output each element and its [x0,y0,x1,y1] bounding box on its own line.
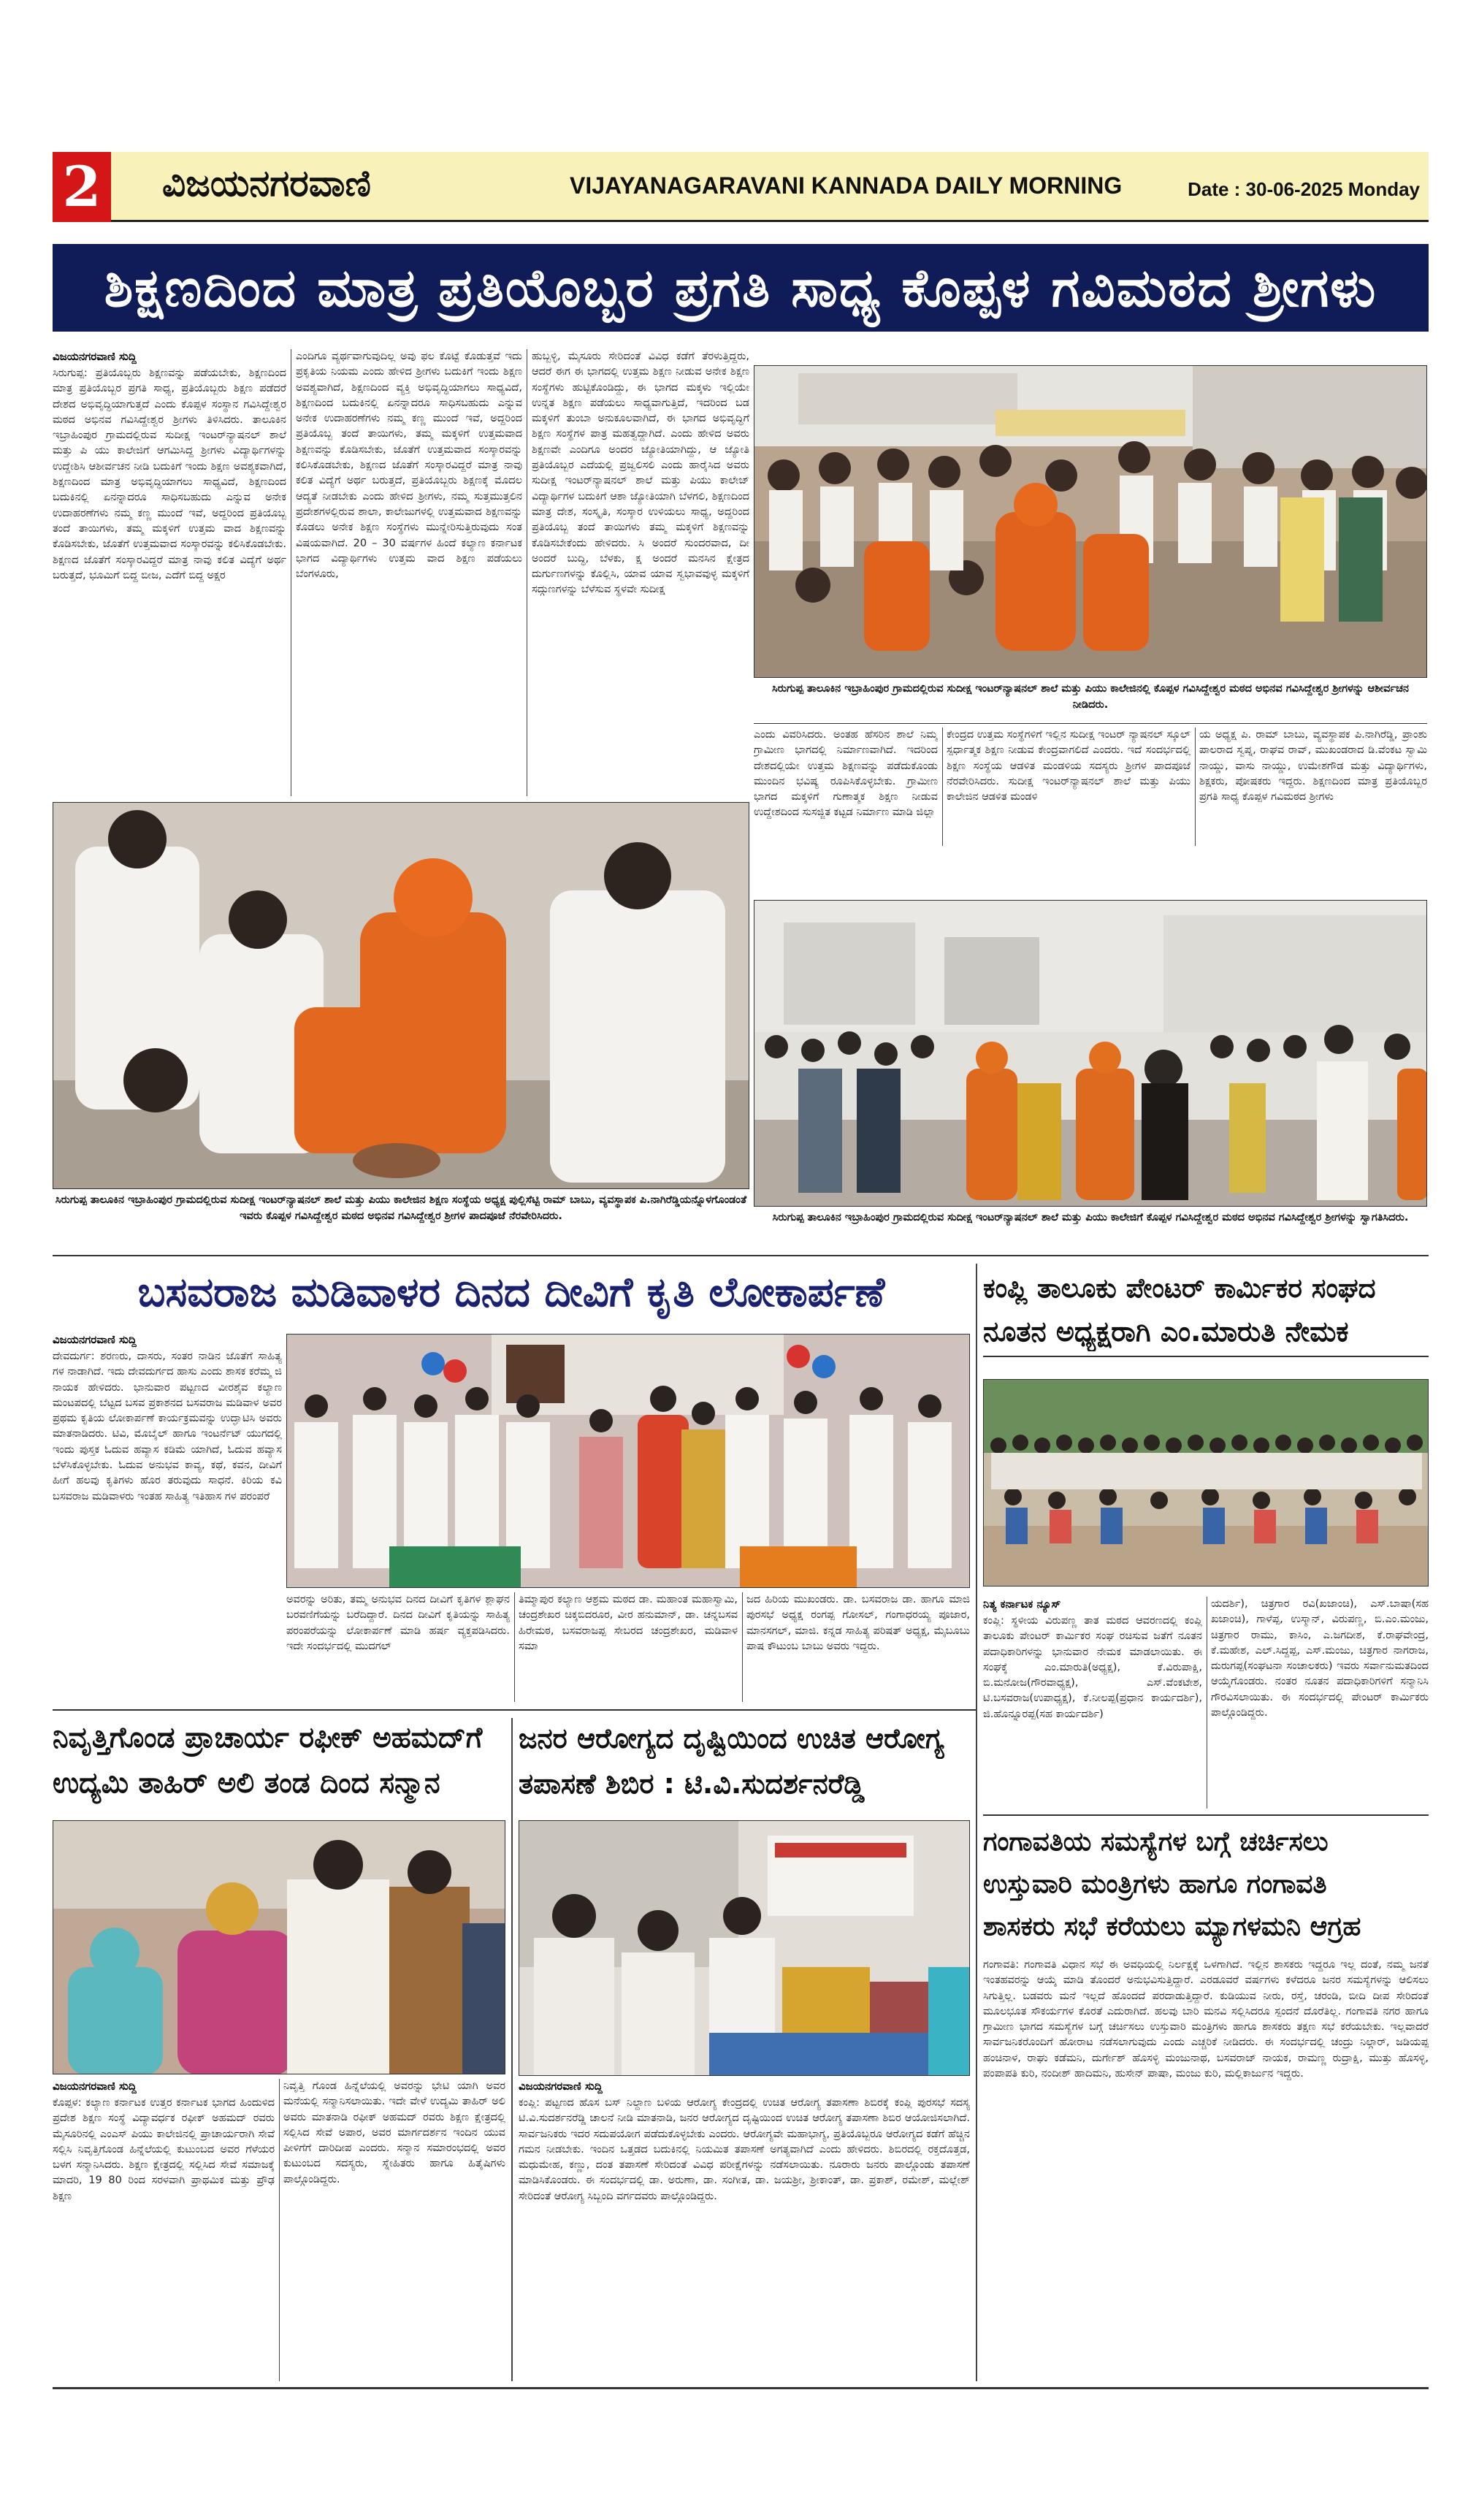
basavaraj-column-2 [286,1592,510,1702]
gangavati-headline-line1: ಗಂಗಾವತಿಯ ಸಮಸ್ಯೆಗಳ ಬಗ್ಗೆ ಚರ್ಚಿಸಲು [983,1827,1329,1857]
rafiq-headline-line2: ಉದ್ಯಮಿ ತಾಹಿರ್ ಅಲಿ ತಂಡ ದಿಂದ ಸನ್ಮಾನ [53,1767,440,1800]
health-dateline: ವಿಜಯನಗರವಾಣಿ ಸುದ್ದಿ [519,2080,603,2093]
column-rule [514,1592,515,1702]
rafiq-headline-line1: ನಿವೃತ್ತಿಗೊಂಡ ಪ್ರಾಚಾರ್ಯ ರಫೀಕ್ ಅಹಮದ್‌ಗೆ [53,1722,483,1755]
basavaraj-col1-text: ದೇವದುರ್ಗ: ಶರಣರು, ದಾಸರು, ಸಂತರ ನಾಡಿನ ಜೊತೆಗೆ ಸಾಹಿತ್ಯ ಗಳ ನಾಡಾಗಿದೆ. ಇದು ದೇವದುರ್ಗದ ಹಾಸು ಎಂದು ಶಾಸಕ ಕರೆಮ್ಮ ಜಿ ನಾಯಕ ಹೇಳಿದರು. ಭಾನುವಾರ ಪಟ್ಟಣದ ವೀರಶೈವ ಕಲ್ಯಾಣ ಮಂಟಪದಲ್ಲಿ ಬೆಟ್ಟದ ಬಸವ ಪ್ರಕಾಶನದ ಬಸವರಾಜ ಮಡಿವಾಳ ಅವರ ಪ್ರಥಮ ಕೃತಿಯ ಲೋಕಾರ್ಪಣೆ ಕಾರ್ಯಕ್ರಮವನ್ನು ಉದ್ಘಾಟಿಸಿ ಅವರು ಮಾತನಾಡಿದರು. ಟಿವಿ, ಮೊಬೈಲ್ ಹಾಗೂ ಇಂಟರ್ನೆಟ್ ಯುಗದಲ್ಲಿ ಇಂದು ಪುಸ್ತಕ ಓದುವ ಹವ್ಯಾಸ ಕಡಿಮೆ ಯಾಗಿದೆ, ಓದುವ ಹವ್ಯಾಸ ಬೆಳೆಸಿಕೊಳ್ಳಬೇಕು. ಓದುವ ಅನುಭವ ಕಾವ್ಯ, ಕಥೆ, ಕವನ, ದೀವಿಗೆ ಹೀಗೆ ಹಲವು ಕೃತಿಗಳು ಹೊರ ತರುವುದು ಸಾಧನೆ. ಕಿರಿಯ ಕವಿ ಬಸವರಾಜ ಮಡಿವಾಳರು ಇಂತಹ ಸಾಹಿತ್ಯ ಇತಿಹಾಸ ಗಳ ಪರಂಪರೆ [53,1351,282,1503]
basavaraj-column-3 [519,1592,738,1702]
rafiq-col2-text: ನಿವೃತ್ತಿ ಗೊಂಡ ಹಿನ್ನೆಲೆಯಲ್ಲಿ ಅವರನ್ನು ಭೇಟಿ ಯಾಗಿ ಅವರ ಮನೆಯಲ್ಲಿ ಸನ್ಮಾನಿಸಲಾಯಿತು. ಇದೇ ವೇಳೆ ಉದ್ಯಮಿ ತಾಹಿರ್ ಅಲಿ ಅವರು ಮಾತನಾಡಿ ರಫೀಕ್ ಅಹಮದ್ ರವರು ಶಿಕ್ಷಣ ಕ್ಷೇತ್ರದಲ್ಲಿ ಸಲ್ಲಿಸಿದ ಸೇವೆ ಅಪಾರ, ಅವರ ಮಾರ್ಗದರ್ಶನ ಇಂದಿನ ಯುವ ಪೀಳಿಗೆಗೆ ದಾರಿದೀಪ ಎಂದರು. ಸನ್ಮಾನ ಸಮಾರಂಭದಲ್ಲಿ ಅವರ ಕುಟುಂಬದ ಸದಸ್ಯರು, ಸ್ನೇಹಿತರು ಹಾಗೂ ಹಿತೈಷಿಗಳು ಪಾಲ್ಗೊಂಡಿದ್ದರು. [283,2080,505,2185]
lead-col4-text: ಎಂದು ವಿವರಿಸಿದರು. ಅಂತಹ ಹೆಸರಿನ ಶಾಲೆ ನಿಮ್ಮ ಗ್ರಾಮೀಣ ಭಾಗದಲ್ಲಿ ನಿರ್ಮಾಣವಾಗಿದೆ. ಇದರಿಂದ ದೇಶದಲ್ಲಿಯೇ ಉತ್ತಮ ಶಿಕ್ಷಣವನ್ನು ಪಡೆದುಕೊಂಡು ಮುಂದಿನ ಭವಿಷ್ಯ ರೂಪಿಸಿಕೊಳ್ಳಬೇಕು. ಗ್ರಾಮೀಣ ಭಾಗದ ಮಕ್ಕಳಿಗೆ ಗುಣಾತ್ಮಕ ಶಿಕ್ಷಣ ನೀಡುವ ಉದ್ದೇಶದಿಂದ ಸುಸಜ್ಜಿತ ಕಟ್ಟಡ ನಿರ್ಮಾಣ ಮಾಡಿ ಜಿಲ್ಲಾ [754,729,938,819]
lead-column-4 [754,728,938,846]
photo-painter-union [983,1379,1429,1587]
photo-pada-pooja [53,802,749,1189]
photo-pada-pooja-caption: ಸಿರುಗುಪ್ಪ ತಾಲೂಕಿನ ಇಬ್ರಾಹಿಂಪುರ ಗ್ರಾಮದಲ್ಲಿರುವ ಸುದೀಕ್ಷ ಇಂಟರ್‌ನ್ಯಾಷನಲ್ ಶಾಲೆ ಮತ್ತು ಪಿಯು ಕಾಲೇಜಿನ ಶಿಕ್ಷಣ ಸಂಸ್ಥೆಯ ಅಧ್ಯಕ್ಷ ಪುಲ್ಲಿಸೆಟ್ಟಿ ರಾಮ್ ಬಾಬು, ವ್ಯವಸ್ಥಾಪಕ ಪಿ.ನಾಗಿರೆಡ್ಡಿಯನ್ನೊಳಗೊಂಡಂತೆ ಇವರು ಕೊಪ್ಪಳ ಗವಿಸಿದ್ದೇಶ್ವರ ಮಠದ ಅಭಿನವ ಗವಿಸಿದ್ದೇಶ್ವರ ಶ್ರೀಗಳ ಪಾದಪೂಜೆ ನೆರವೇರಿಸಿದರು. [55,1194,747,1222]
lead-col3-text: ಹುಬ್ಬಳ್ಳಿ, ಮೈಸೂರು ಸೇರಿದಂತೆ ವಿವಿಧ ಕಡೆಗೆ ತೆರಳುತ್ತಿದ್ದರು, ಆದರೆ ಈಗ ಈ ಭಾಗದಲ್ಲಿ ಉತ್ತಮ ಶಿಕ್ಷಣ ನೀಡುವ ಅನೇಕ ಶಿಕ್ಷಣ ಸಂಸ್ಥೆಗಳು ಹುಟ್ಟಿಕೊಂಡಿದ್ದು, ಈ ಭಾಗದ ಮಕ್ಕಳು ಇಲ್ಲಿಯೇ ಉನ್ನತ ಶಿಕ್ಷಣ ಪಡೆಯಲು ಸಾಧ್ಯವಾಗುತ್ತಿದೆ, ಇದರಿಂದ ಬಡ ಮಕ್ಕಳಿಗೆ ತುಂಬಾ ಅನುಕೂಲವಾಗಿದೆ, ಈ ಭಾಗದ ಅಭಿವೃದ್ಧಿಗೆ ಶಿಕ್ಷಣ ಸಂಸ್ಥೆಗಳ ಪಾತ್ರ ಮಹತ್ವದ್ದಾಗಿದೆ. ಎಂದು ಹೇಳಿದ ಅವರು ಶಿಕ್ಷಣವೇ ಎಂದಿಗೂ ಅಂದರ ಜ್ಯೋತಿಯಾಗಿದ್ದು, ಆ ಜ್ಯೋತಿ ಪ್ರತಿಯೊಬ್ಬರ ಎದೆಯಲ್ಲಿ ಪ್ರಜ್ವಲಿಸಲಿ ಎಂದು ಹಾರೈಸಿದ ಅವರು ಸುದೀಕ್ಷ ಇಂಟರ್‌ನ್ಯಾಷನಲ್ ಶಾಲೆ ಮತ್ತು ಪಿಯು ಕಾಲೇಜ್ ವಿದ್ಯಾರ್ಥಿಗಳ ಬದುಕಿಗೆ ಆಶಾ ಜ್ಯೋತಿಯಾಗಿ ಬೆಳಗಲಿ, ಶಿಕ್ಷಣದಿಂದ ಮಾತ್ರ ದೇಶ, ಸಂಸ್ಕೃತಿ, ಸಂಸ್ಕಾರ ಉಳಿಯಲು ಸಾಧ್ಯ, ಅದ್ದರಿಂದ ಪ್ರತಿಯೊಬ್ಬ ತಂದೆ ತಾಯಿಗಳು ತಮ್ಮ ಮಕ್ಕಳಿಗೆ ಶಿಕ್ಷಣವನ್ನು ಕೊಡಿಸಬೇಕೆಂದು ಹೇಳಿದರು. ಸಿ ಅಂದರೆ ಸುಂದರವಾದ, ದೀ ಅಂದರೆ ಬುದ್ಧಿ, ಬೆಳಕು, ಕ್ಷ ಅಂದರೆ ಮನಸಿನ ಕ್ಷೇತ್ರದ ದುರ್ಗುಣಗಳನ್ನು ಕೊಲ್ಲಿಸಿ, ಯಾವ ಯಾವ ಸ್ವಭಾವವುಳ್ಳ ಮಕ್ಕಳಿಗೆ ಸದ್ಗುಣಗಳನ್ನು ಬೆಳೆಸುವ ಸ್ಥಳವೇ ಸುದೀಕ್ಷ [532,351,749,596]
column-rule [279,2079,280,2381]
photo-rafiq-felicitation [53,1820,505,2074]
basavaraj-dateline: ವಿಜಯನಗರವಾಣಿ ಸುದ್ದಿ [53,1333,137,1346]
section-rule [983,1356,1429,1357]
rafiq-dateline: ವಿಜಯನಗರವಾಣಿ ಸುದ್ದಿ [53,2080,137,2093]
rafiq-column-2 [283,2079,505,2381]
photo-book-release [286,1334,970,1588]
lead-col2-text: ಎಂದಿಗೂ ವ್ಯರ್ಥವಾಗುವುದಿಲ್ಲ ಅವು ಫಲ ಕೊಟ್ಟೆ ಕೊಡುತ್ತವೆ ಇದು ಪ್ರಕೃತಿಯ ನಿಯಮ ಎಂದು ಹೇಳಿದ ಶ್ರೀಗಳು ಬದುಕಿಗೆ ಇಂದು ಶಿಕ್ಷಣ ಅವಶ್ಯವಾಗಿದೆ, ಶಿಕ್ಷಣದಿಂದ ವ್ಯಕ್ತಿ ಅಭಿವೃದ್ಧಿಯಾಗಲು ಸಾಧ್ಯವಿದೆ, ಶಿಕ್ಷಣದಿಂದ ಬದುಕಿನಲ್ಲಿ ಏನನ್ನಾದರೂ ಸಾಧಿಸಬಹುದು ಎನ್ನುವ ಅನೇಕ ಉದಾಹರಣೆಗಳು ನಮ್ಮ ಕಣ್ಣ ಮುಂದೆ ಇವೆ, ಅದ್ದರಿಂದ ಪ್ರತಿಯೊಬ್ಬ ತಂದೆ ತಾಯಿಗಳು, ತಮ್ಮ ಮಕ್ಕಳಿಗೆ ಉತ್ತಮವಾದ ಶಿಕ್ಷಣವನ್ನು ಕೊಡಿಸಬೇಕು, ಜೊತೆಗೆ ಉತ್ತಮವಾದ ಸಂಸ್ಕಾರವನ್ನು ಕಲಿಸಿಕೊಡಬೇಕು, ಶಿಕ್ಷಣದ ಜೊತೆಗೆ ಸಂಸ್ಕಾರವಿದ್ದರೆ ಮಾತ್ರ ನಾವು ಕಲಿತ ವಿದ್ಯೆಗೆ ಅರ್ಥ ಬರುತ್ತದೆ, ಪ್ರತಿಯೊಬ್ಬರು ಶಿಕ್ಷಣಕ್ಕೆ ಮೊದಲ ಆದ್ಯತೆ ನೀಡಬೇಕು ಎಂದು ಹೇಳಿದ ಶ್ರೀಗಳು, ನಮ್ಮ ಸುತ್ತಮುತ್ತಲಿನ ಪ್ರದೇಶಗಳಲ್ಲಿರುವ ಶಾಲಾ, ಕಾಲೇಜುಗಳಲ್ಲಿ ಉತ್ತಮವಾದ ಶಿಕ್ಷಣವನ್ನು ಕೊಡಲು ಅನೇಕ ಶಿಕ್ಷಣ ಸಂಸ್ಥೆಗಳು ಮುನ್ನೇರಿಸುತ್ತಿರುವುದು ಸಂತ ವಿಷಯವಾಗಿದೆ. 20 – 30 ವರ್ಷಗಳ ಹಿಂದೆ ಕಲ್ಯಾಣ ಕರ್ನಾಟಕ ಭಾಗದ ವಿದ್ಯಾರ್ಥಿಗಳು ಉತ್ತಮ ವಾದ ಶಿಕ್ಷಣ ಪಡೆಯಲು ಬೆಂಗಳೂರು, [296,351,522,581]
gangavati-body-text: ಗಂಗಾವತಿ: ಗಂಗಾವತಿ ವಿಧಾನ ಸಭೆ ಈ ಅವಧಿಯಲ್ಲಿ ನಿರ್ಲಕ್ಷಕ್ಕೆ ಒಳಗಾಗಿದೆ. ಇಲ್ಲಿನ ಶಾಸಕರು ಇದ್ದರೂ ಇಲ್ಲ ದಂತೆ, ನಮ್ಮ ಜನತೆ ಇಂತಹವರನ್ನು ಆಯ್ಕೆ ಮಾಡಿ ತೊಂದರೆ ಅನುಭವಿಸುತ್ತಿದ್ದಾರೆ. ಎರಡೂವರೆ ವರ್ಷಗಳು ಕಳೆದರೂ ಜನರ ಸಮಸ್ಯೆಗಳನ್ನು ಆಲಿಸಲು ಸಿಗುತ್ತಿಲ್ಲ. ಬಡವರು ಮನೆ ಇಲ್ಲದೆ ಹೊಂದದೆ ಪರದಾಡುತ್ತಿದ್ದಾರೆ. ಕುಡಿಯುವ ನೀರು, ರಸ್ತೆ, ಚರಂಡಿ, ಬೀದಿ ದೀಪ ಸೇರಿದಂತೆ ಮೂಲಭೂತ ಸೌಕರ್ಯಗಳ ಕೊರತೆ ಎದುರಾಗಿದೆ. ಹಲವು ಬಾರಿ ಮನವಿ ಸಲ್ಲಿಸಿದರೂ ಸ್ಪಂದನೆ ದೊರೆತಿಲ್ಲ. ಗಂಗಾವತಿ ನಗರ ಹಾಗೂ ಗ್ರಾಮೀಣ ಭಾಗದ ಸಮಸ್ಯೆಗಳ ಬಗ್ಗೆ ಚರ್ಚಿಸಲು ಉಸ್ತುವಾರಿ ಮಂತ್ರಿಗಳು ಹಾಗೂ ಶಾಸಕರು ತಕ್ಷಣ ಸಭೆ ಕರೆಯಬೇಕು. ಇಲ್ಲವಾದರೆ ಸಾರ್ವಜನಿಕರೊಂದಿಗೆ ಹೋರಾಟ ನಡೆಸಲಾಗುವುದು ಎಂದು ಎಚ್ಚರಿಕೆ ನೀಡಿದರು. ಈ ಸಂದರ್ಭದಲ್ಲಿ ಚಂದ್ರು ನಿಲ್ಗಾರ್, ಜಡಿಯಪ್ಪ ಹಂಚಿನಾಳ, ರಾಘು ಕಡೆಮನಿ, ದುರ್ಗೇಶ್ ಹೊಸಳ್ಳಿ ಮಂಜುನಾಥ, ಬಸವರಾಜ್ ನಾಯಕ, ರಾಮಣ್ಣ ರುದ್ರಾಕ್ಷಿ, ಮುತ್ತು ಹೊಸಳ್ಳಿ, ಪಂಪಾಪತಿ ಕುರಿ, ನಂದೀಶ್ ಹಾದಿಮನಿ, ಹುಸೇನ್ ಪಾಷಾ, ಮಂಜು ಕುರಿ, ಮಲ್ಲಿಕಾರ್ಜುನ ಇದ್ದರು. [983,1959,1429,2080]
health-headline-line1: ಜನರ ಆರೋಗ್ಯದ ದೃಷ್ಟಿಯಿಂದ ಉಚಿತ ಆರೋಗ್ಯ [519,1722,944,1755]
lead-dateline: ವಿಜಯನಗರವಾಣಿ ಸುದ್ದಿ [53,350,137,363]
page-bottom-rule [53,2387,1429,2389]
lead-column-2 [296,349,522,796]
gangavati-headline-line2: ಉಸ್ತುವಾರಿ ಮಂತ್ರಿಗಳು ಹಾಗೂ ಗಂಗಾವತಿ [983,1869,1327,1899]
basavaraj-col3-text: ತಿಮ್ಮಾಪುರ ಕಲ್ಯಾಣ ಆಶ್ರಮ ಮಠದ ಡಾ. ಮಹಾಂತ ಮಹಾಸ್ವಾಮಿ, ಚಂದ್ರಶೇಖರ ಚಿಕ್ಕಬಿದರೂರ, ವೀರ ಹನುಮಾನ್, ಡಾ. ಚನ್ನಬಸವ ಹಿರೇಮಠ, ಬಸವರಾಜಪ್ಪ ಸೇಬರದ ಚಂದ್ರಶೇಖರ, ಮಡಿವಾಳ ಸಮಾ [519,1594,738,1652]
basavaraj-col2-text: ಅವರನ್ನು ಅರಿತು, ತಮ್ಮ ಅನುಭವ ದಿನದ ದೀವಿಗೆ ಕೃತಿಗಳ ಶ್ಲಾಘನ ಬರವಣಿಗೆಯನ್ನು ಬರೆದಿದ್ದಾರೆ. ದಿನದ ದೀವಿಗೆ ಕೃತಿಯನ್ನು ಸಾಹಿತ್ಯ ಪರಂಪರೆಯನ್ನು ಲೋಕಾರ್ಪಣೆ ಮಾಡಿ ಹರ್ಷ ವ್ಯಕ್ತಪಡಿಸಿದರು. ಇದೇ ಸಂದರ್ಭದಲ್ಲಿ ಮುದಗಲ್ [286,1594,510,1652]
column-rule [742,1592,743,1702]
kampli-column-2 [1211,1597,1429,1809]
basavaraj-headline: ಬಸವರಾಜ ಮಡಿವಾಳರ ದಿನದ ದೀವಿಗೆ ಕೃತಿ ಲೋಕಾರ್ಪಣೆ [137,1269,885,1316]
photo-swami-blessing [754,365,1427,678]
gangavati-column [983,1958,1429,2381]
masthead [53,152,1429,222]
basavaraj-column-4 [746,1592,970,1702]
lead-column-6 [1199,728,1427,846]
health-column [519,2079,970,2381]
kampli-headline-line2: ನೂತನ ಅಧ್ಯಕ್ಷರಾಗಿ ಎಂ.ಮಾರುತಿ ನೇಮಕ [983,1316,1349,1348]
health-body-text: ಕಂಪ್ಲಿ: ಪಟ್ಟಣದ ಹೊಸ ಬಸ್ ನಿಲ್ದಾಣ ಬಳಿಯ ಆರೋಗ್ಯ ಕೇಂದ್ರದಲ್ಲಿ ಉಚಿತ ಆರೋಗ್ಯ ತಪಾಸಣಾ ಶಿಬಿರಕ್ಕೆ ಕಂಪ್ಲಿ ಪುರಸಭೆ ಸದಸ್ಯ ಟಿ.ವಿ.ಸುದರ್ಶನರೆಡ್ಡಿ ಚಾಲನೆ ನೀಡಿ ಮಾತನಾಡಿ, ಜನರ ಆರೋಗ್ಯದ ದೃಷ್ಟಿಯಿಂದ ಉಚಿತ ಆರೋಗ್ಯ ತಪಾಸಣಾ ಶಿಬಿರ ಆಯೋಜಿಸಲಾಗಿದೆ. ಸಾರ್ವಜನಿಕರು ಇದರ ಸದುಪಯೋಗ ಪಡೆದುಕೊಳ್ಳಬೇಕು ಎಂದರು. ಆರೋಗ್ಯವೇ ಮಹಾಭಾಗ್ಯ, ಪ್ರತಿಯೊಬ್ಬರೂ ಆರೋಗ್ಯದ ಕಡೆಗೆ ಹೆಚ್ಚಿನ ಗಮನ ನೀಡಬೇಕು. ಇಂದಿನ ಒತ್ತಡದ ಬದುಕಿನಲ್ಲಿ ನಿಯಮಿತ ತಪಾಸಣೆ ಅಗತ್ಯವಾಗಿದೆ ಎಂದು ಹೇಳಿದರು. ಶಿಬಿರದಲ್ಲಿ ರಕ್ತದೊತ್ತಡ, ಮಧುಮೇಹ, ಕಣ್ಣು, ದಂತ ತಪಾಸಣೆ ಸೇರಿದಂತೆ ವಿವಿಧ ಪರೀಕ್ಷೆಗಳನ್ನು ನಡೆಸಲಾಯಿತು. ನೂರಾರು ಜನರು ಪಾಲ್ಗೊಂಡು ತಪಾಸಣೆ ಮಾಡಿಸಿಕೊಂಡರು. ಈ ಸಂದರ್ಭದಲ್ಲಿ ಡಾ. ಅರುಣಾ, ಡಾ. ಸಂಗೀತ, ಡಾ. ಜಯಶ್ರೀ, ಶ್ರೀಕಾಂತ್, ಡಾ. ಪ್ರಕಾಶ್, ರಮೇಶ್, ಮಲ್ಲೇಶ್ ಸೇರಿದಂತೆ ಆರೋಗ್ಯ ಸಿಬ್ಬಂದಿ ವರ್ಗದವರು ಪಾಲ್ಗೊಂಡಿದ್ದರು. [519,2097,970,2202]
lead-column-3 [532,349,749,796]
lead-col5-text: ಕೇಂದ್ರದ ಉತ್ತಮ ಸಂಸ್ಥೆಗಳಿಗೆ ಇಲ್ಲಿನ ಸುದೀಕ್ಷ ಇಂಟರ್ ನ್ಯಾಷನಲ್ ಸ್ಕೂಲ್ ಸ್ಪರ್ಧಾತ್ಮಕ ಶಿಕ್ಷಣ ನೀಡುವ ಕೇಂದ್ರವಾಗಲಿದೆ ಎಂದರು. ಇದೆ ಸಂದರ್ಭದಲ್ಲಿ ಶಿಕ್ಷಣ ಸಂಸ್ಥೆಯ ಆಡಳಿತ ಮಂಡಳಿಯ ಸದಸ್ಯರು ಶ್ರೀಗಳ ಪಾದಪೂಜೆ ನೆರವೇರಿಸಿದರು. ಸುದೀಕ್ಷ ಇಂಟರ್‌ನ್ಯಾಷನಲ್ ಶಾಲೆ ಮತ್ತು ಪಿಯು ಕಾಲೇಜಿನ ಆಡಳಿತ ಮಂಡಳಿ [947,729,1191,803]
lead-headline-banner [53,244,1429,332]
paper-title-kannada: ವಿಜಯನಗರವಾಣಿ [162,162,371,205]
basavaraj-column-1 [53,1332,282,1702]
photo-welcome-procession [754,900,1427,1207]
rafiq-col1-text: ಕೊಪ್ಪಳ: ಕಲ್ಯಾಣ ಕರ್ನಾಟಕ ಉತ್ತರ ಕರ್ನಾಟಕ ಭಾಗದ ಹಿಂದುಳಿದ ಪ್ರದೇಶ ಶಿಕ್ಷಣ ಸಂಸ್ಥೆ ವಿದ್ಯಾವರ್ಧಕ ರಫೀಕ್ ಅಹಮದ್ ರವರು ಮೈಸೂರಿನಲ್ಲಿ ಎಂಎಸ್ ಪಿಯು ಕಾಲೇಜಿನಲ್ಲಿ ಪ್ರಾಚಾರ್ಯರಾಗಿ ಸೇವೆ ಸಲ್ಲಿಸಿ ನಿವೃತ್ತಿಗೊಂಡ ಹಿನ್ನೆಲೆಯಲ್ಲಿ ಕುಟುಂಬದ ಅವರ ಗೆಳೆಯರ ಬಳಗ ಸನ್ಮಾನಿಸಿದರು. ಶಿಕ್ಷಣ ಕ್ಷೇತ್ರದಲ್ಲಿ ಸಲ್ಲಿಸಿದ ಸೇವೆ ಸಮಾಜಕ್ಕೆ ಮಾದರಿ, 19 80 ರಿಂದ ಸರಳವಾಗಿ ಪ್ರಾಥಮಿಕ ಮತ್ತು ಪ್ರೌಢ ಶಿಕ್ಷಣ [53,2097,275,2202]
column-rule [942,728,943,846]
lead-col6-text: ಯ ಅಧ್ಯಕ್ಷ ಪಿ. ರಾಮ್ ಬಾಬು, ವ್ಯವಸ್ಥಾಪಕ ಪಿ.ನಾಗಿರೆಡ್ಡಿ, ಪ್ರಾಂಶು ಪಾಲರಾದ ಸ್ವಪ್ನ, ರಾಘವ ರಾವ್, ಮುಖಂಡರಾದ ಡಿ.ವೆಂಕಟ ಸ್ವಾಮಿ ನಾಯ್ಡು, ವಾಸು ನಾಯ್ಡು, ಉಮೇಶಗೌಡ ಮತ್ತು ವಿದ್ಯಾರ್ಥಿಗಳು, ಶಿಕ್ಷಕರು, ಪೋಷಕರು ಇದ್ದರು. ಶಿಕ್ಷಣದಿಂದ ಮಾತ್ರ ಪ್ರತಿಯೊಬ್ಬರ ಪ್ರಗತಿ ಸಾಧ್ಯ ಕೊಪ್ಪಳ ಗವಿಮಠದ ಶ್ರೀಗಳು [1199,729,1427,803]
kampli-col1-text: ಕಂಪ್ಲಿ: ಸ್ಥಳೀಯ ವಿರುಪಣ್ಣ ತಾತ ಮಠದ ಆವರಣದಲ್ಲಿ ಕಂಪ್ಲಿ ತಾಲೂಕು ಪೇಂಟರ್ ಕಾರ್ಮಿಕರ ಸಂಘ ರಚಿಸುವ ಜತೆಗೆ ನೂತನ ಪದಾಧಿಕಾರಿಗಳನ್ನು ಭಾನುವಾರ ನೇಮಕ ಮಾಡಲಾಯಿತು. ಈ ಸಂಘಕ್ಕೆ ಎಂ.ಮಾರುತಿ(ಅಧ್ಯಕ್ಷ), ಕೆ.ವಿರುಪಾಕ್ಷಿ, ಬಿ.ಮನೋಜ(ಗೌರವಾಧ್ಯಕ್ಷ), ಎಸ್.ವೆಂಕಟೇಶ, ಟಿ.ಬಸವರಾಜ(ಉಪಾಧ್ಯಕ್ಷ), ಕೆ.ನೀಲಪ್ಪ(ಪ್ರಧಾನ ಕಾರ್ಯದರ್ಶಿ), ಜಿ.ಹೊನ್ನೂರಪ್ಪ(ಸಹ ಕಾರ್ಯದರ್ಶಿ) [983,1615,1202,1720]
section-rule [983,1814,1429,1816]
lead-column-5 [947,728,1191,846]
rafiq-column-1 [53,2079,275,2381]
section-rule [53,1709,976,1711]
column-rule-major [511,1718,513,2381]
kampli-col2-text: ಯದರ್ಶಿ), ಚಿತ್ರಗಾರ ರವಿ(ಖಜಾಂಚಿ), ಎಸ್.ಬಾಷಾ(ಸಹ ಖಜಾಂಚಿ), ಗಾಳೆಪ್ಪ, ಉಸ್ಮಾನ್, ವಿರುಪಣ್ಣ, ಬಿ.ಎಂ.ಮಂಜು, ಚಿತ್ರಗಾರ ರಾಮು, ಕಾಸಿಂ, ಎ.ಜಗದೀಶ, ಕೆ.ರಾಘವೇಂದ್ರ, ಕೆ.ಮಹೇಶ, ಎಲ್.ಸಿದ್ದಪ್ಪ, ಎಸ್.ಮಂಜು, ಚಿತ್ರಗಾರ ನಾಗರಾಜ, ದುರುಗಪ್ಪ(ಸಂಘಟನಾ ಸಂಚಾಲಕರು) ಇವರು ಸರ್ವಾನುಮತದಿಂದ ಆಯ್ಕೆಗೊಂಡರು. ನಂತರ ನೂತನ ಪದಾಧಿಕಾರಿಗಳಿಗೆ ಸನ್ಮಾನಿಸಿ ಗೌರವಿಸಲಾಯಿತು. ಈ ಸಂದರ್ಭದಲ್ಲಿ ಪೇಂಟರ್ ಕಾರ್ಮಿಕರು ಪಾಲ್ಗೊಂಡಿದ್ದರು. [1211,1598,1429,1719]
kampli-headline-line1: ಕಂಪ್ಲಿ ತಾಲೂಕು ಪೇಂಟರ್ ಕಾರ್ಮಿಕರ ಸಂಘದ [983,1272,1376,1304]
issue-date: Date : 30-06-2025 Monday [1188,178,1420,200]
column-rule-major [976,1264,977,2381]
photo-swami-blessing-caption: ಸಿರುಗುಪ್ಪ ತಾಲೂಕಿನ ಇಬ್ರಾಹಿಂಪುರ ಗ್ರಾಮದಲ್ಲಿರುವ ಸುದೀಕ್ಷ ಇಂಟರ್‌ನ್ಯಾಷನಲ್ ಶಾಲೆ ಮತ್ತು ಪಿಯು ಕಾಲೇಜಿನಲ್ಲಿ ಕೊಪ್ಪಳ ಗವಿಸಿದ್ದೇಶ್ವರ ಮಠದ ಅಭಿನವ ಗವಿಸಿದ್ದೇಶ್ವರ ಶ್ರೀಗಳನ್ನು ಆಶೀರ್ವಚನ ನೀಡಿದರು. [772,683,1409,711]
health-headline-line2: ತಪಾಸಣೆ ಶಿಬಿರ : ಟಿ.ವಿ.ಸುದರ್ಶನರೆಡ್ಡಿ [519,1768,865,1800]
page-number: 2 [53,152,111,222]
lead-col1-text: ಸಿರುಗುಪ್ಪ: ಪ್ರತಿಯೊಬ್ಬರು ಶಿಕ್ಷಣವನ್ನು ಪಡೆಯಬೇಕು, ಶಿಕ್ಷಣದಿಂದ ಮಾತ್ರ ಪ್ರತಿಯೊಬ್ಬರ ಪ್ರಗತಿ ಸಾಧ್ಯ, ಪ್ರತಿಯೊಬ್ಬರು ಶಿಕ್ಷಣ ಪಡೆದರೆ ದೇಶದ ಅಭಿವೃದ್ಧಿಯಾಗುತ್ತದೆ ಎಂದು ಕೊಪ್ಪಳ ಸಂಸ್ಥಾನ ಗವಿಸಿದ್ದೇಶ್ವರ ಮಠದ ಅಭಿನವ ಗವಿಸಿದ್ದೇಶ್ವರ ಶ್ರೀಗಳು ತಿಳಿಸಿದರು. ತಾಲೂಕಿನ ಇಬ್ರಾಹಿಂಪುರ ಗ್ರಾಮದಲ್ಲಿರುವ ಸುದೀಕ್ಷ ಇಂಟರ್‌ನ್ಯಾಷನಲ್ ಶಾಲೆ ಮತ್ತು ಪಿ ಯು ಕಾಲೇಜಿಗೆ ಆಗಮಿಸಿದ್ದ ಶ್ರೀಗಳು ವಿದ್ಯಾರ್ಥಿಗಳನ್ನು ಉದ್ದೇಶಿಸಿ ಆಶೀರ್ವಚನ ನೀಡಿ ಬದುಕಿಗೆ ಇಂದು ಶಿಕ್ಷಣ ಅವಶ್ಯಕವಾಗಿದೆ, ಶಿಕ್ಷಣದಿಂದ ಮಾತ್ರ ಅಭಿವೃದ್ಧಿಯಾಗಲು ಸಾಧ್ಯವಿದೆ, ಶಿಕ್ಷಣದಿಂದ ಬದುಕಿನಲ್ಲಿ ಏನನ್ನಾದರೂ ಸಾಧಿಸಬಹುದು ಎನ್ನುವ ಅನೇಕ ಉದಾಹರಣೆಗಳು ನಮ್ಮ ಕಣ್ಣ ಮುಂದೆ ಇವೆ, ಅದ್ದರಿಂದ ಪ್ರತಿಯೊಬ್ಬ ತಂದೆ ತಾಯಿಗಳು, ತಮ್ಮ ಮಕ್ಕಳಿಗೆ ಉತ್ತಮ ವಾದ ಶಿಕ್ಷಣವನ್ನು ಕೊಡಿಸಬೇಕು, ಜೊತೆಗೆ ಉತ್ತಮವಾದ ಸಂಸ್ಕಾರವನ್ನು ಕಲಿಸಿಕೊಡಬೇಕು. ಶಿಕ್ಷಣದ ಜೊತೆಗೆ ಸಂಸ್ಕಾರವಿದ್ದರೆ ಮಾತ್ರ ನಾವು ಕಲಿತ ವಿದ್ಯೆಗೆ ಅರ್ಥ ಬರುತ್ತದೆ, ಭೂಮಿಗೆ ಬಿದ್ದ ಬೀಜ, ಎದೆಗೆ ಬಿದ್ದ ಅಕ್ಷರ [53,367,286,581]
gangavati-headline-line3: ಶಾಸಕರು ಸಭೆ ಕರೆಯಲು ಮ್ಯಾಗಳಮನಿ ಆಗ್ರಹ [983,1912,1361,1941]
photo-welcome-procession-caption: ಸಿರುಗುಪ್ಪ ತಾಲೂಕಿನ ಇಬ್ರಾಹಿಂಪುರ ಗ್ರಾಮದಲ್ಲಿರುವ ಸುದೀಕ್ಷ ಇಂಟರ್‌ನ್ಯಾಷನಲ್ ಶಾಲೆ ಮತ್ತು ಪಿಯು ಕಾಲೇಜಿಗೆ ಕೊಪ್ಪಳ ಗವಿಸಿದ್ದೇಶ್ವರ ಮಠದ ಅಭಿನವ ಗವಿಸಿದ್ದೇಶ್ವರ ಶ್ರೀಗಳನ್ನು ಸ್ವಾಗತಿಸಿದರು. [772,1212,1409,1223]
lead-column-1 [53,349,286,796]
lead-headline: ಶಿಕ್ಷಣದಿಂದ ಮಾತ್ರ ಪ್ರತಿಯೊಬ್ಬರ ಪ್ರಗತಿ ಸಾಧ್ಯ ಕೊಪ್ಪಳ ಗವಿಮಠದ ಶ್ರೀಗಳು [104,257,1377,318]
kampli-dateline: ನಿತ್ಯ ಕರ್ನಾಟಕ ನ್ಯೂಸ್ [983,1597,1061,1611]
section-rule [53,1255,1429,1256]
basavaraj-col4-text: ಜದ ಹಿರಿಯ ಮುಖಂಡರು. ಡಾ. ಬಸವರಾಜ ಡಾ. ಹಾಗೂ ಮಾಜಿ ಪುರಸಭೆ ಅಧ್ಯಕ್ಷ ರಂಗಪ್ಪ ಗೋಸಲ್, ಗಂಗಾಧರಯ್ಯ ಪೂಜಾರ, ಮಾನಸಗಲ್, ಮಾಜಿ. ಕನ್ನಡ ಸಾಹಿತ್ಯ ಪರಿಷತ್ ಅಧ್ಯಕ್ಷ, ಮೈಬೂಬು ಪಾಷ ಕೌಟುಂಬ ಬಾಬು ಅವರು ಇದ್ದರು. [746,1594,970,1652]
paper-title-english: VIJAYANAGARAVANI KANNADA DAILY MORNING [570,172,1123,199]
photo-health-camp [519,1820,970,2076]
column-rule [1195,728,1196,846]
section-rule [754,723,1427,724]
kampli-column-1 [983,1597,1202,1809]
